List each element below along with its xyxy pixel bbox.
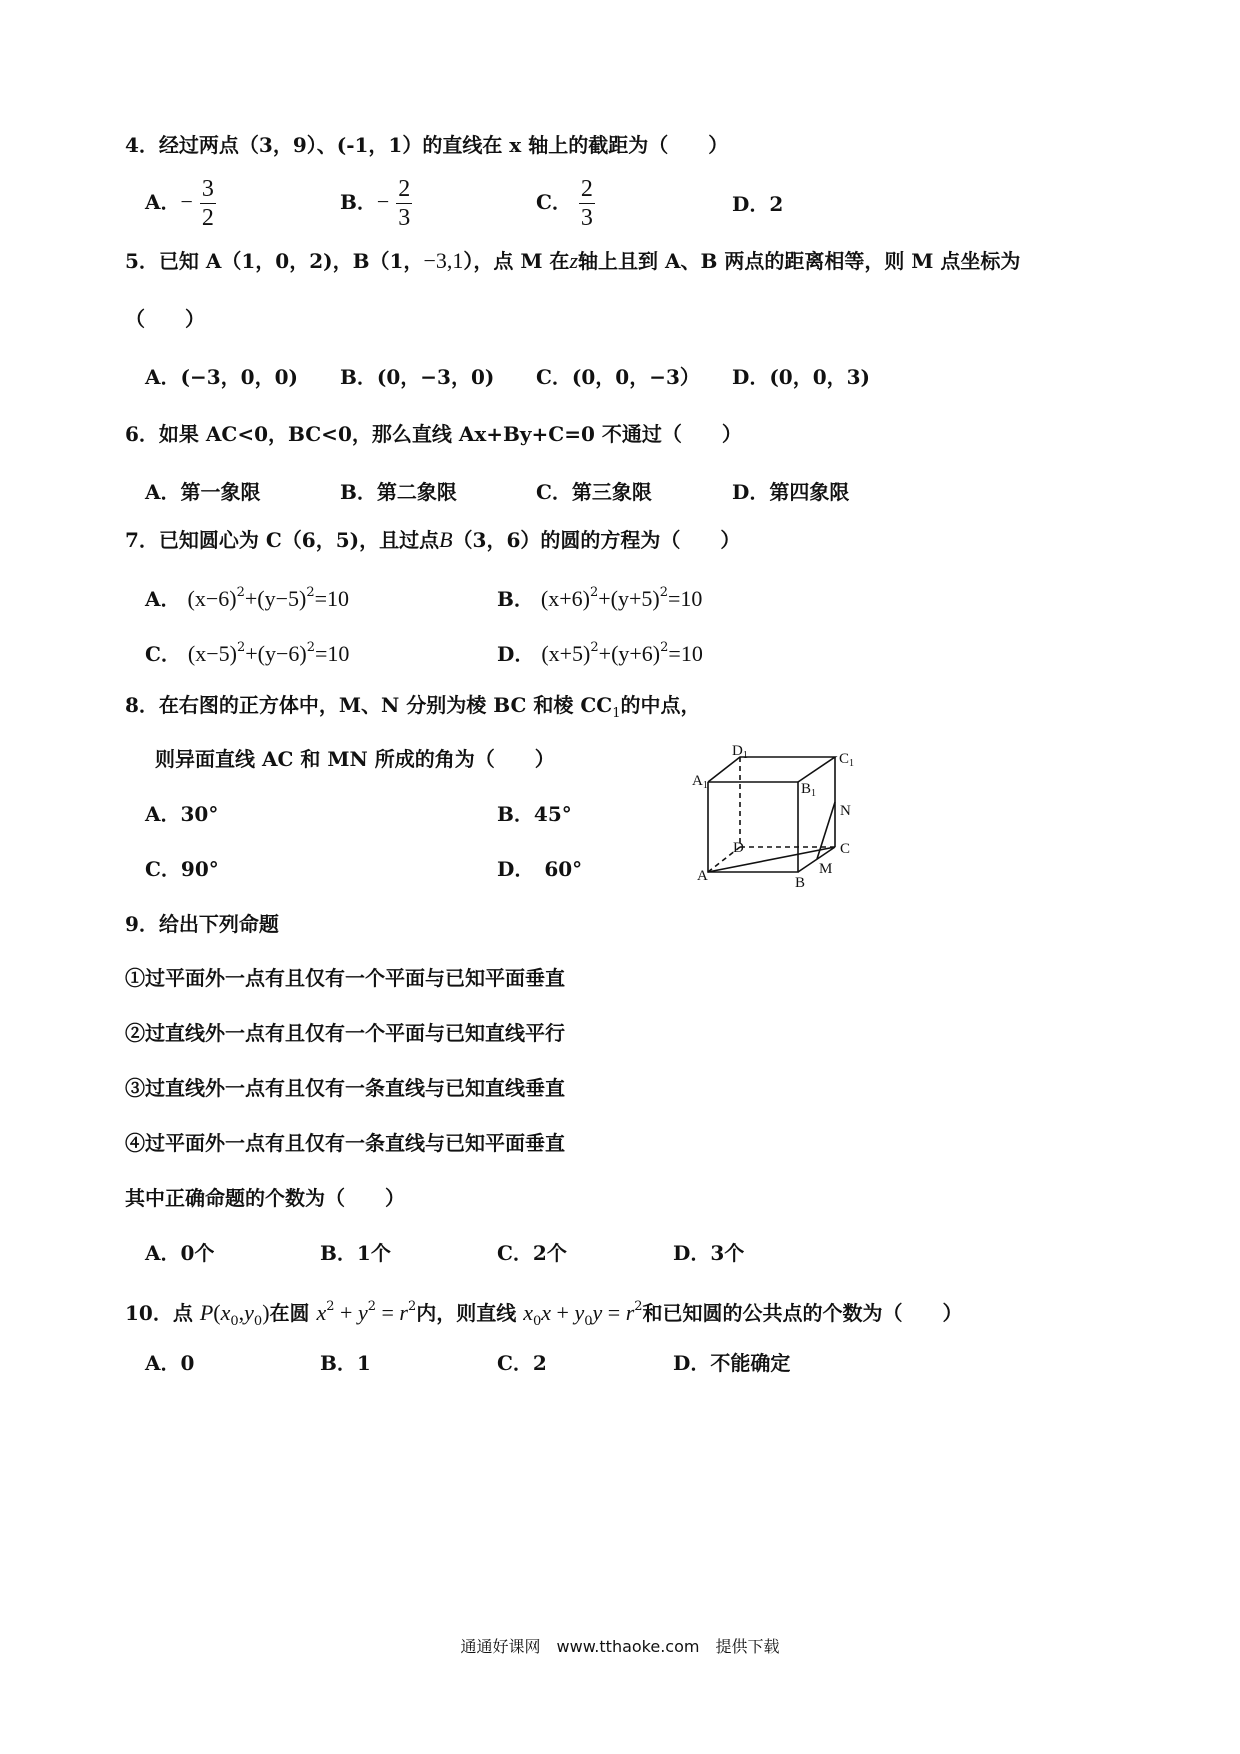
- q6-stem: 6．如果 AC<0，BC<0，那么直线 Ax+By+C=0 不通过（ ）: [125, 422, 742, 446]
- q8-option-b: B．45°: [497, 802, 572, 826]
- q8-stem: 8．在右图的正方体中，M、N 分别为棱 BC 和棱 $CC_1$的中点，: [125, 693, 701, 721]
- q10-option-b: B．1: [320, 1351, 371, 1375]
- q7-option-a: A． $(x-6)^2+(y-5)^2=10$: [145, 585, 350, 611]
- cube-figure: [680, 735, 870, 895]
- q9-option-a: A．0个: [145, 1241, 215, 1265]
- q9-option-d: D．3个: [673, 1241, 745, 1265]
- q7-option-c: C． $(x-5)^2+(y-6)^2=10$: [145, 640, 350, 666]
- q9-proposition-3: ③过直线外一点有且仅有一条直线与已知直线垂直: [125, 1076, 565, 1100]
- q8-option-a: A．30°: [145, 802, 219, 826]
- q9-option-c: C．2个: [497, 1241, 567, 1265]
- q6-option-a: A．第一象限: [145, 480, 261, 504]
- q4-option-c: C． $\frac{2}{3}$: [536, 176, 593, 231]
- q6-option-c: C．第三象限: [536, 480, 652, 504]
- label-b1: $B_1$: [801, 781, 817, 799]
- q4-option-a: A．− $\frac{3}{2}$: [145, 176, 214, 231]
- q9-stem: 9．给出下列命题: [125, 912, 279, 936]
- q5-option-c: C．(0，0，−3）: [536, 365, 700, 389]
- q9-question: 其中正确命题的个数为（ ）: [125, 1186, 405, 1210]
- q4-c-fraction: $\frac{2}{3}$: [580, 176, 593, 231]
- q5-option-b: B．(0，−3，0): [340, 365, 495, 389]
- cube-top-face: [708, 757, 835, 782]
- label-n: N: [840, 803, 851, 819]
- q7-option-d: D． $(x+5)^2+(y+6)^2=10$: [497, 640, 703, 666]
- q5-stem: 5．已知 A（1，0，2)，B（1，−3,1），点 M 在z轴上且到 A、B 两点的距离相等，则 M 点坐标为: [125, 248, 1021, 273]
- label-d: D: [733, 840, 744, 856]
- q10-option-a: A．0: [145, 1351, 195, 1375]
- q10-stem: 10．点 $P(x_0,y_0)$在圆 $x^2 + y^2 = r^2$内，则直线 $x_0x + y_0y = r^2$和已知圆的公共点的个数为（ ）: [125, 1299, 963, 1329]
- cube-front-face: [708, 782, 798, 872]
- q7-option-b: B． $(x+6)^2+(y+5)^2=10$: [497, 585, 703, 611]
- label-c1: $C_1$: [839, 751, 855, 769]
- q8-option-d: D． 60°: [497, 857, 583, 881]
- q9-proposition-2: ②过直线外一点有且仅有一个平面与已知直线平行: [125, 1021, 565, 1045]
- label-a: A: [697, 868, 708, 884]
- q4-b-fraction: $\frac{2}{3}$: [398, 176, 411, 231]
- label-c: C: [840, 841, 851, 857]
- q4-option-d: D．2: [732, 192, 784, 216]
- q9-option-b: B．1个: [320, 1241, 391, 1265]
- q6-option-b: B．第二象限: [340, 480, 457, 504]
- q5-option-a: A．(−3，0，0): [145, 365, 298, 389]
- q10-option-c: C．2: [497, 1351, 547, 1375]
- q4-stem: 4．经过两点（3，9）、(-1，1）的直线在 x 轴上的截距为（ ）: [125, 133, 729, 157]
- footer-source: 通通好课网 www.tthaoke.com 提供下载: [460, 1637, 780, 1656]
- q9-proposition-4: ④过平面外一点有且仅有一条直线与已知平面垂直: [125, 1131, 565, 1155]
- line-mn: [817, 802, 835, 859]
- label-b: B: [795, 875, 806, 891]
- label-m: M: [819, 861, 833, 877]
- q7-stem: 7．已知圆心为 C（6，5)，且过点B（3，6）的圆的方程为（ ）: [125, 527, 741, 552]
- q6-option-d: D．第四象限: [732, 480, 850, 504]
- q4-a-fraction: $\frac{3}{2}$: [201, 176, 214, 231]
- q8-stem-line2: 则异面直线 AC 和 MN 所成的角为（ ）: [155, 747, 555, 771]
- label-a1: $A_1$: [692, 773, 708, 791]
- q9-proposition-1: ①过平面外一点有且仅有一个平面与已知平面垂直: [125, 966, 565, 990]
- label-d1: $D_1$: [732, 743, 748, 761]
- q4-option-b: B．− $\frac{2}{3}$: [340, 176, 411, 231]
- q8-option-c: C．90°: [145, 857, 219, 881]
- q10-option-d: D．不能确定: [673, 1351, 791, 1375]
- q5-answer-parens: （ ）: [125, 307, 205, 331]
- q5-option-d: D．(0，0，3): [732, 365, 871, 389]
